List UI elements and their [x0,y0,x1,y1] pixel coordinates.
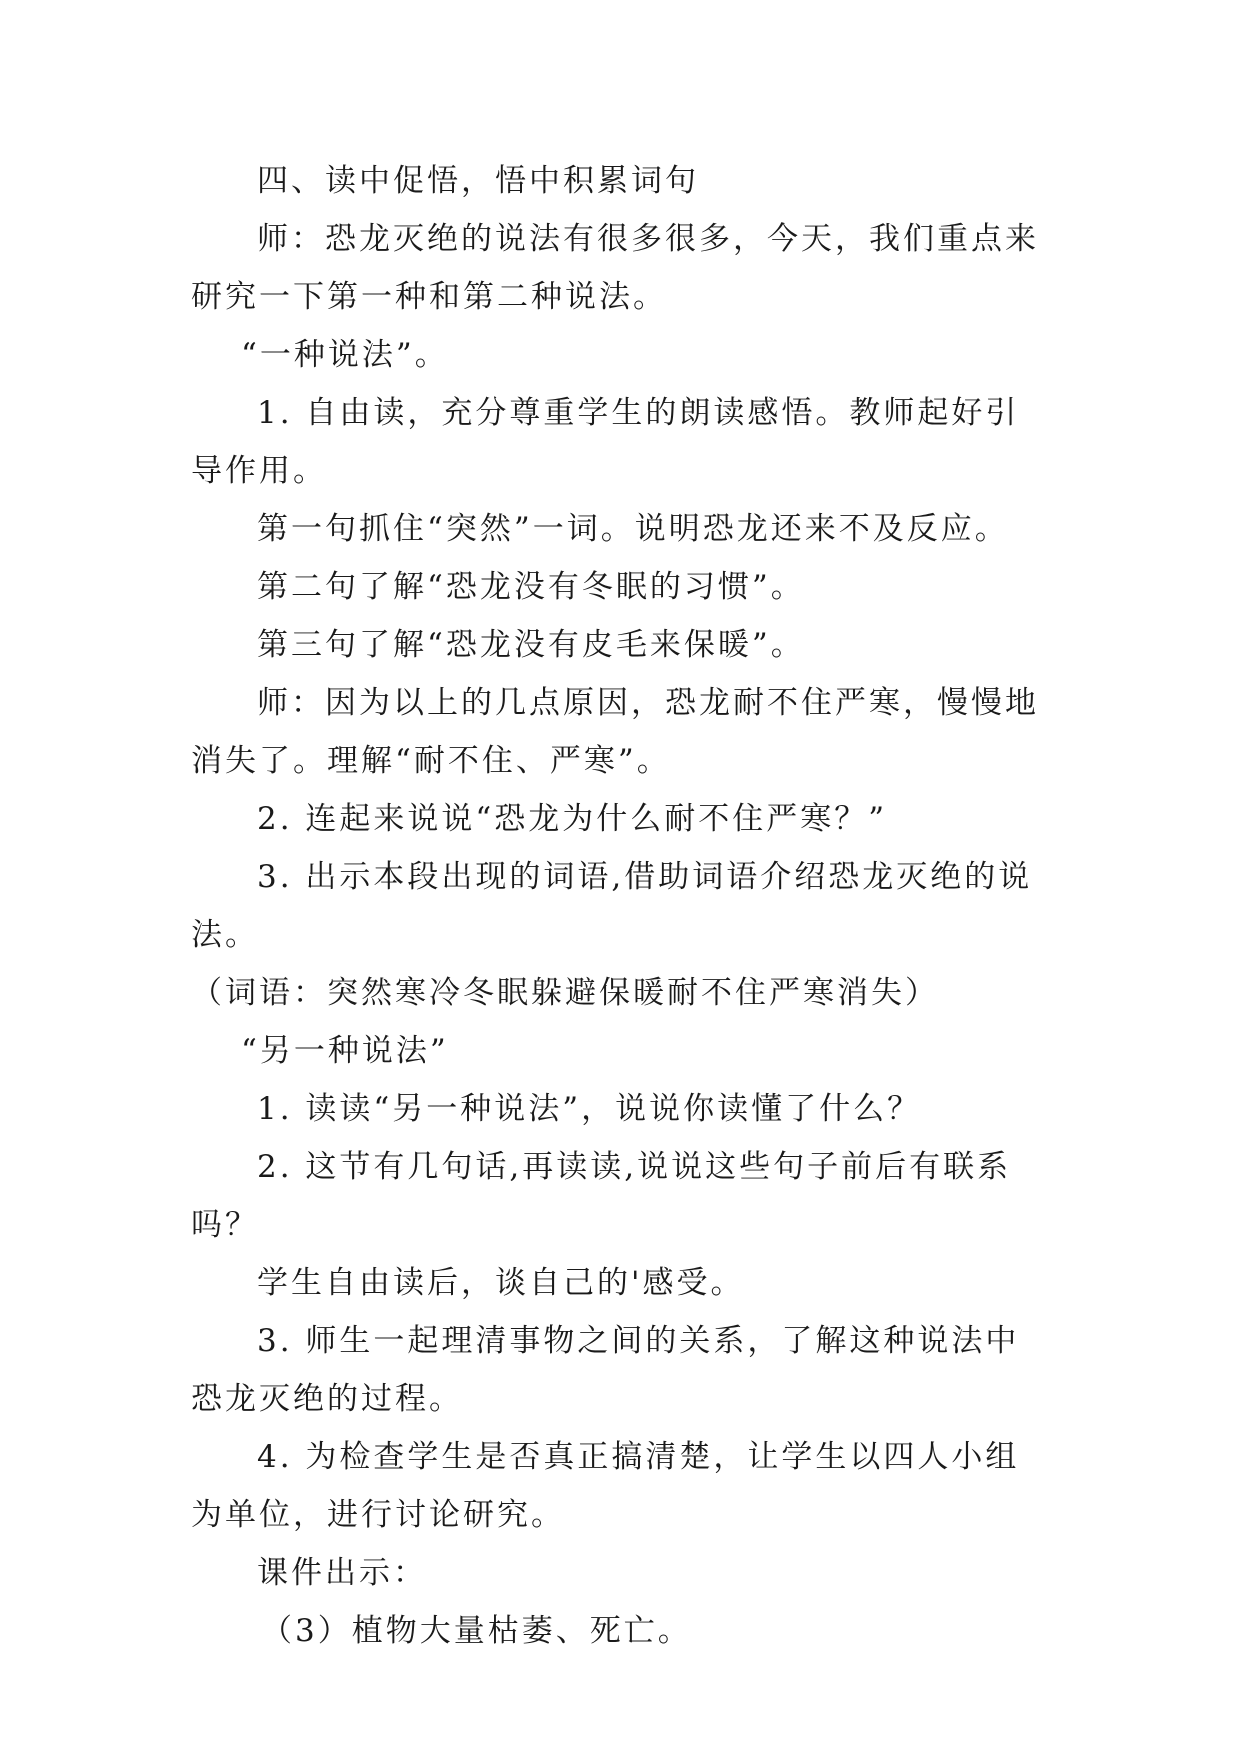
paragraph-second-step-1: 1. 读读“另一种说法”，说说你读懂了什么？ [257,1091,922,1127]
paragraph-teacher-summary: 师：因为以上的几点原因，恐龙耐不住严寒，慢慢地消失了。理解“耐不住、严寒”。 [191,685,1039,779]
paragraph-third-sentence: 第三句了解“恐龙没有皮毛来保暖”。 [257,627,805,663]
paragraph-second-theory-title: “另一种说法” [241,1033,449,1069]
paragraph-student-reading: 学生自由读后，谈自己的'感受。 [257,1265,745,1301]
paragraph-second-step-2: 2. 这节有几句话,再读读,说说这些句子前后有联系吗？ [191,1149,1012,1243]
paragraph-step-3-vocabulary: 3. 出示本段出现的词语,借助词语介绍恐龙灭绝的说法。 [191,859,1033,953]
paragraph-second-step-3: 3. 师生一起理清事物之间的关系，了解这种说法中恐龙灭绝的过程。 [191,1323,1020,1417]
paragraph-second-sentence: 第二句了解“恐龙没有冬眠的习惯”。 [257,569,805,605]
paragraph-courseware-item-3: （3）植物大量枯萎、死亡。 [261,1613,692,1649]
paragraph-teacher-intro: 师：恐龙灭绝的说法有很多很多，今天，我们重点来研究一下第一种和第二种说法。 [191,221,1039,315]
paragraph-first-theory-title: “一种说法”。 [241,337,449,373]
section-heading: 四、读中促悟，悟中积累词句 [257,163,699,199]
paragraph-step-2-connect: 2. 连起来说说“恐龙为什么耐不住严寒？” [257,801,888,837]
paragraph-vocabulary-list: （词语：突然寒冷冬眠躲避保暖耐不住严寒消失） [191,975,939,1011]
paragraph-step-1-free-reading: 1. 自由读，充分尊重学生的朗读感悟。教师起好引导作用。 [191,395,1020,489]
paragraph-first-sentence: 第一句抓住“突然”一词。说明恐龙还来不及反应。 [257,511,1009,547]
paragraph-courseware-label: 课件出示： [257,1555,427,1591]
document-body [191,152,1051,1660]
paragraph-second-step-4: 4. 为检查学生是否真正搞清楚，让学生以四人小组为单位，进行讨论研究。 [191,1439,1020,1533]
